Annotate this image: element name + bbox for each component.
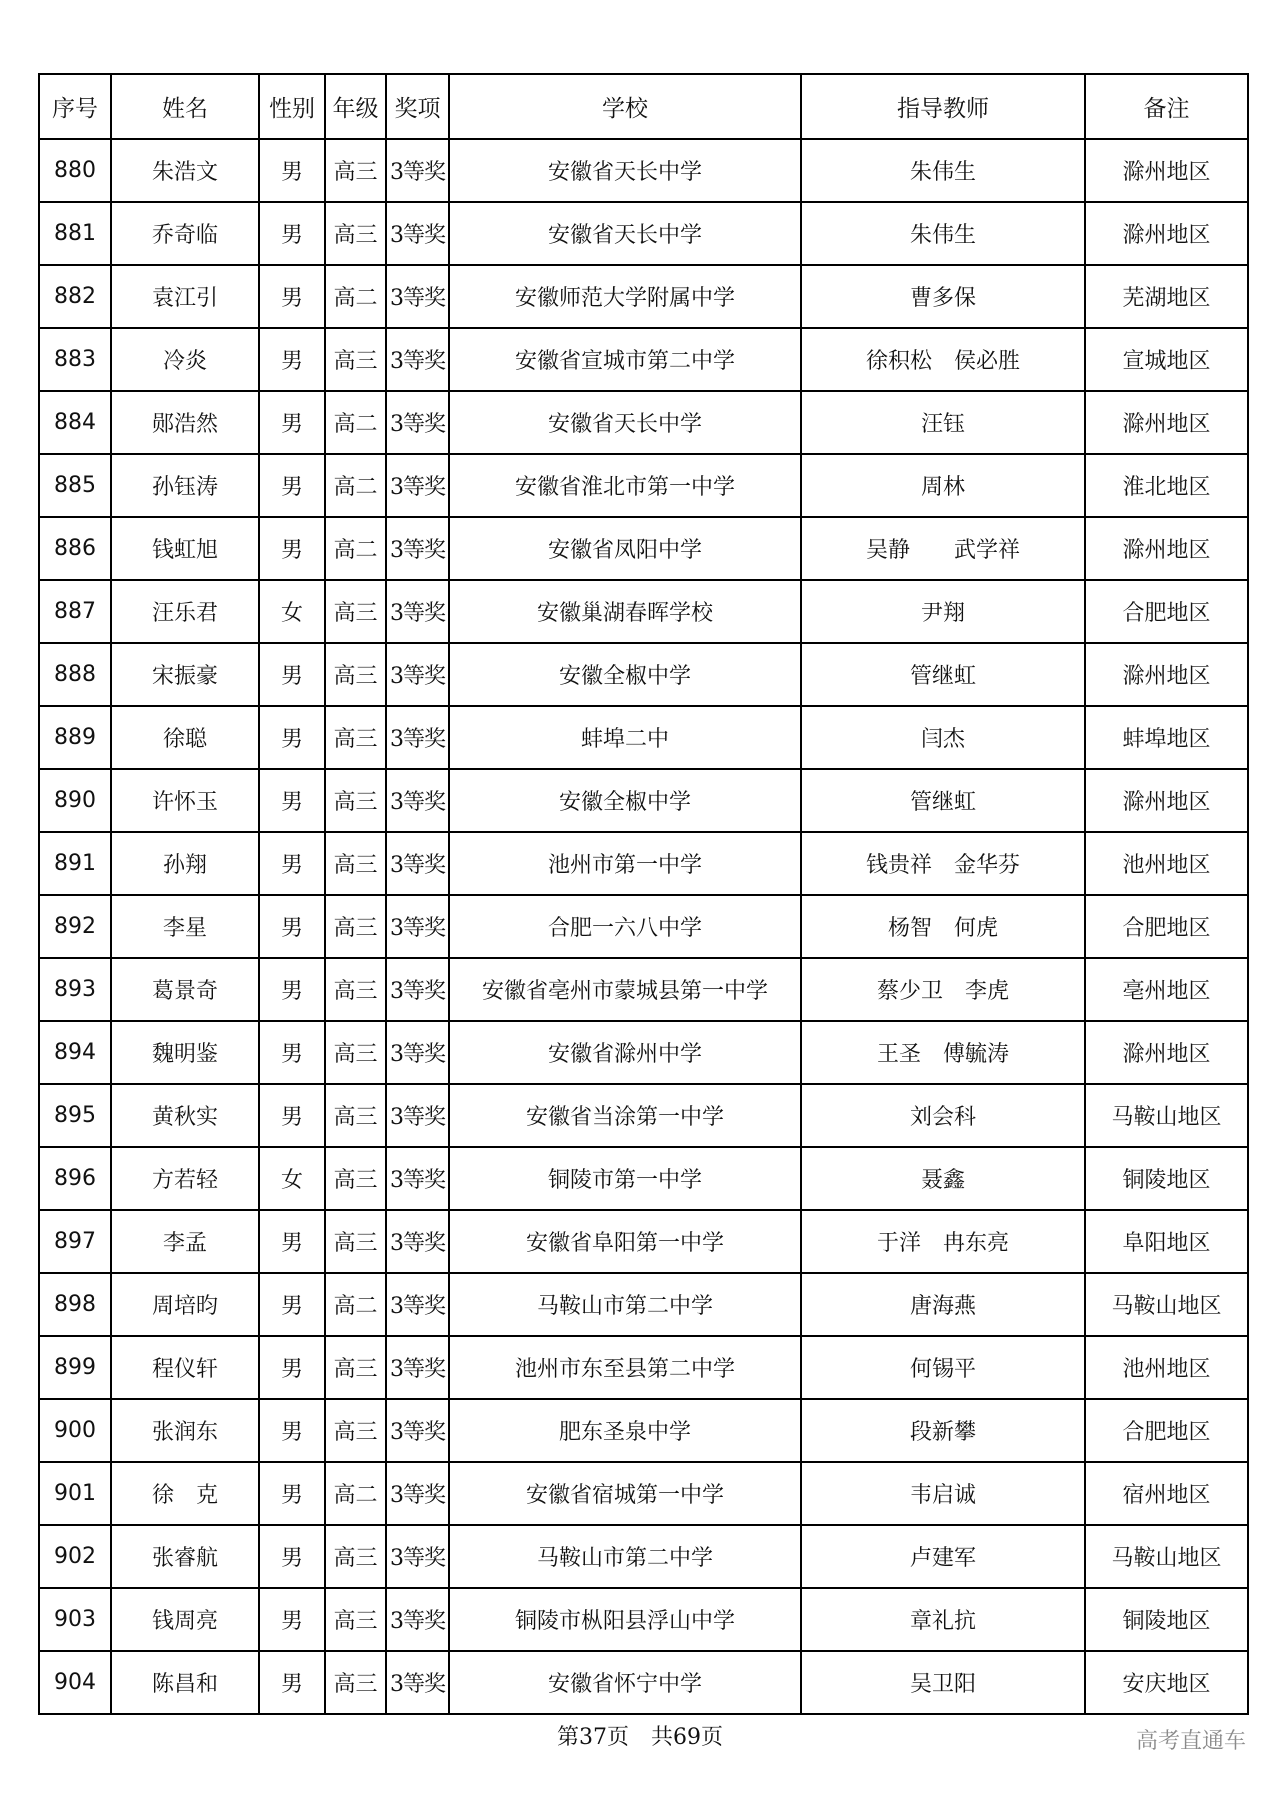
cell-serial-number: 895 [39,1084,111,1147]
cell-school: 安徽师范大学附属中学 [449,265,801,328]
cell-advisor: 朱伟生 [801,202,1085,265]
cell-advisor: 王圣 傅毓涛 [801,1021,1085,1084]
cell-award: 3等奖 [386,643,449,706]
cell-grade: 高三 [325,1210,386,1273]
cell-serial-number: 883 [39,328,111,391]
cell-award: 3等奖 [386,958,449,1021]
cell-serial-number: 888 [39,643,111,706]
table-row [39,1399,1248,1462]
cell-student-name: 孙翔 [111,832,259,895]
column-header-award: 奖项 [386,74,449,139]
cell-gender: 女 [259,580,325,643]
cell-award: 3等奖 [386,1588,449,1651]
cell-serial-number: 885 [39,454,111,517]
cell-region: 宿州地区 [1085,1462,1248,1525]
cell-grade: 高三 [325,1651,386,1714]
table-body [39,139,1248,1714]
cell-student-name: 宋振豪 [111,643,259,706]
cell-region: 芜湖地区 [1085,265,1248,328]
cell-gender: 男 [259,454,325,517]
cell-advisor: 杨智 何虎 [801,895,1085,958]
cell-advisor: 管继虹 [801,643,1085,706]
cell-grade: 高二 [325,265,386,328]
cell-advisor: 章礼抗 [801,1588,1085,1651]
cell-gender: 男 [259,139,325,202]
award-list-sheet [38,73,1247,1711]
cell-school: 安徽省怀宁中学 [449,1651,801,1714]
cell-gender: 男 [259,265,325,328]
cell-student-name: 孙钰涛 [111,454,259,517]
cell-region: 铜陵地区 [1085,1147,1248,1210]
cell-serial-number: 882 [39,265,111,328]
cell-region: 合肥地区 [1085,580,1248,643]
cell-region: 滁州地区 [1085,769,1248,832]
cell-advisor: 唐海燕 [801,1273,1085,1336]
cell-school: 合肥一六八中学 [449,895,801,958]
cell-advisor: 段新攀 [801,1399,1085,1462]
cell-serial-number: 881 [39,202,111,265]
cell-grade: 高三 [325,1147,386,1210]
cell-gender: 男 [259,1525,325,1588]
cell-school: 安徽省滁州中学 [449,1021,801,1084]
cell-award: 3等奖 [386,1399,449,1462]
cell-advisor: 聂鑫 [801,1147,1085,1210]
table-row [39,1651,1248,1714]
cell-award: 3等奖 [386,1651,449,1714]
table-row [39,1021,1248,1084]
cell-gender: 女 [259,1147,325,1210]
cell-gender: 男 [259,1651,325,1714]
cell-award: 3等奖 [386,706,449,769]
cell-region: 滁州地区 [1085,139,1248,202]
cell-region: 马鞍山地区 [1085,1084,1248,1147]
cell-school: 安徽省当涂第一中学 [449,1084,801,1147]
cell-gender: 男 [259,1273,325,1336]
cell-student-name: 李孟 [111,1210,259,1273]
cell-grade: 高三 [325,1084,386,1147]
cell-serial-number: 904 [39,1651,111,1714]
cell-grade: 高三 [325,1021,386,1084]
cell-serial-number: 889 [39,706,111,769]
cell-region: 滁州地区 [1085,1021,1248,1084]
cell-student-name: 徐 克 [111,1462,259,1525]
column-header-student-name: 姓名 [111,74,259,139]
cell-advisor: 曹多保 [801,265,1085,328]
cell-region: 滁州地区 [1085,202,1248,265]
cell-school: 安徽省天长中学 [449,391,801,454]
cell-grade: 高三 [325,1399,386,1462]
cell-award: 3等奖 [386,832,449,895]
cell-gender: 男 [259,391,325,454]
cell-grade: 高三 [325,580,386,643]
cell-award: 3等奖 [386,895,449,958]
cell-serial-number: 890 [39,769,111,832]
cell-student-name: 周培昀 [111,1273,259,1336]
cell-region: 阜阳地区 [1085,1210,1248,1273]
cell-gender: 男 [259,895,325,958]
table-row [39,1084,1248,1147]
table-header-row [39,74,1248,139]
cell-serial-number: 899 [39,1336,111,1399]
cell-advisor: 刘会科 [801,1084,1085,1147]
cell-grade: 高三 [325,643,386,706]
cell-school: 安徽省天长中学 [449,139,801,202]
cell-gender: 男 [259,706,325,769]
cell-school: 安徽省天长中学 [449,202,801,265]
cell-advisor: 管继虹 [801,769,1085,832]
cell-school: 池州市东至县第二中学 [449,1336,801,1399]
table-row [39,517,1248,580]
cell-region: 池州地区 [1085,832,1248,895]
cell-school: 安徽省凤阳中学 [449,517,801,580]
cell-gender: 男 [259,1084,325,1147]
cell-school: 安徽全椒中学 [449,769,801,832]
column-header-region: 备注 [1085,74,1248,139]
table-row [39,1210,1248,1273]
cell-school: 肥东圣泉中学 [449,1399,801,1462]
table-row [39,1588,1248,1651]
cell-serial-number: 898 [39,1273,111,1336]
cell-grade: 高三 [325,328,386,391]
cell-gender: 男 [259,769,325,832]
cell-student-name: 李星 [111,895,259,958]
cell-gender: 男 [259,517,325,580]
cell-student-name: 张润东 [111,1399,259,1462]
column-header-school: 学校 [449,74,801,139]
table-row [39,1273,1248,1336]
cell-grade: 高三 [325,139,386,202]
cell-school: 铜陵市枞阳县浮山中学 [449,1588,801,1651]
cell-region: 铜陵地区 [1085,1588,1248,1651]
cell-award: 3等奖 [386,1462,449,1525]
cell-gender: 男 [259,643,325,706]
column-header-serial-number: 序号 [39,74,111,139]
table-row [39,1525,1248,1588]
table-row [39,1336,1248,1399]
cell-gender: 男 [259,1021,325,1084]
cell-grade: 高二 [325,391,386,454]
table-row [39,1462,1248,1525]
cell-serial-number: 894 [39,1021,111,1084]
table-row [39,958,1248,1021]
cell-school: 安徽省宿城第一中学 [449,1462,801,1525]
cell-serial-number: 902 [39,1525,111,1588]
cell-award: 3等奖 [386,1336,449,1399]
cell-award: 3等奖 [386,1084,449,1147]
cell-award: 3等奖 [386,1147,449,1210]
table-row [39,580,1248,643]
cell-award: 3等奖 [386,580,449,643]
cell-gender: 男 [259,1336,325,1399]
cell-student-name: 葛景奇 [111,958,259,1021]
cell-advisor: 朱伟生 [801,139,1085,202]
cell-school: 安徽省淮北市第一中学 [449,454,801,517]
table-row [39,328,1248,391]
cell-grade: 高三 [325,895,386,958]
cell-student-name: 徐聪 [111,706,259,769]
cell-advisor: 卢建军 [801,1525,1085,1588]
cell-region: 蚌埠地区 [1085,706,1248,769]
cell-award: 3等奖 [386,328,449,391]
cell-region: 安庆地区 [1085,1651,1248,1714]
cell-student-name: 黄秋实 [111,1084,259,1147]
cell-school: 安徽全椒中学 [449,643,801,706]
cell-serial-number: 897 [39,1210,111,1273]
cell-student-name: 陈昌和 [111,1651,259,1714]
cell-award: 3等奖 [386,769,449,832]
cell-grade: 高二 [325,454,386,517]
column-header-gender: 性别 [259,74,325,139]
cell-grade: 高三 [325,832,386,895]
cell-student-name: 许怀玉 [111,769,259,832]
cell-gender: 男 [259,1210,325,1273]
cell-award: 3等奖 [386,454,449,517]
cell-student-name: 汪乐君 [111,580,259,643]
cell-student-name: 程仪轩 [111,1336,259,1399]
cell-region: 马鞍山地区 [1085,1273,1248,1336]
cell-grade: 高二 [325,517,386,580]
column-header-advisor: 指导教师 [801,74,1085,139]
cell-region: 合肥地区 [1085,1399,1248,1462]
cell-student-name: 郧浩然 [111,391,259,454]
cell-serial-number: 900 [39,1399,111,1462]
cell-gender: 男 [259,202,325,265]
cell-student-name: 方若轻 [111,1147,259,1210]
cell-grade: 高三 [325,1588,386,1651]
cell-grade: 高三 [325,202,386,265]
watermark-text: 高考直通车 [1135,1729,1246,1754]
cell-gender: 男 [259,958,325,1021]
cell-serial-number: 880 [39,139,111,202]
cell-student-name: 钱周亮 [111,1588,259,1651]
cell-school: 安徽省亳州市蒙城县第一中学 [449,958,801,1021]
cell-serial-number: 884 [39,391,111,454]
cell-advisor: 徐积松 侯必胜 [801,328,1085,391]
cell-school: 马鞍山市第二中学 [449,1273,801,1336]
table-row [39,706,1248,769]
cell-advisor: 尹翔 [801,580,1085,643]
cell-advisor: 于洋 冉东亮 [801,1210,1085,1273]
table-row [39,832,1248,895]
cell-grade: 高三 [325,769,386,832]
cell-school: 蚌埠二中 [449,706,801,769]
table-row [39,202,1248,265]
cell-serial-number: 893 [39,958,111,1021]
table-row [39,1147,1248,1210]
cell-region: 亳州地区 [1085,958,1248,1021]
cell-award: 3等奖 [386,517,449,580]
cell-serial-number: 896 [39,1147,111,1210]
cell-award: 3等奖 [386,391,449,454]
cell-serial-number: 891 [39,832,111,895]
cell-grade: 高二 [325,1462,386,1525]
cell-school: 安徽巢湖春晖学校 [449,580,801,643]
cell-region: 滁州地区 [1085,391,1248,454]
cell-grade: 高三 [325,1525,386,1588]
cell-gender: 男 [259,832,325,895]
cell-serial-number: 887 [39,580,111,643]
table-row [39,769,1248,832]
cell-region: 滁州地区 [1085,643,1248,706]
table-row [39,265,1248,328]
cell-student-name: 乔奇临 [111,202,259,265]
cell-grade: 高二 [325,1273,386,1336]
cell-advisor: 蔡少卫 李虎 [801,958,1085,1021]
column-header-grade: 年级 [325,74,386,139]
cell-region: 滁州地区 [1085,517,1248,580]
cell-region: 淮北地区 [1085,454,1248,517]
cell-student-name: 魏明鉴 [111,1021,259,1084]
cell-advisor: 周林 [801,454,1085,517]
cell-award: 3等奖 [386,202,449,265]
cell-grade: 高三 [325,958,386,1021]
cell-gender: 男 [259,1399,325,1462]
cell-award: 3等奖 [386,265,449,328]
cell-region: 宣城地区 [1085,328,1248,391]
table-row [39,454,1248,517]
cell-gender: 男 [259,328,325,391]
cell-award: 3等奖 [386,139,449,202]
table-row [39,391,1248,454]
cell-school: 安徽省宣城市第二中学 [449,328,801,391]
cell-school: 马鞍山市第二中学 [449,1525,801,1588]
page-number: 第37页 共69页 [557,1725,723,1750]
cell-serial-number: 901 [39,1462,111,1525]
cell-student-name: 袁江引 [111,265,259,328]
cell-school: 池州市第一中学 [449,832,801,895]
cell-advisor: 汪钰 [801,391,1085,454]
cell-advisor: 韦启诚 [801,1462,1085,1525]
table-row [39,895,1248,958]
cell-region: 合肥地区 [1085,895,1248,958]
cell-student-name: 冷炎 [111,328,259,391]
cell-award: 3等奖 [386,1525,449,1588]
cell-student-name: 朱浩文 [111,139,259,202]
cell-school: 铜陵市第一中学 [449,1147,801,1210]
cell-advisor: 吴卫阳 [801,1651,1085,1714]
table-row [39,643,1248,706]
cell-award: 3等奖 [386,1210,449,1273]
cell-serial-number: 892 [39,895,111,958]
cell-award: 3等奖 [386,1273,449,1336]
cell-school: 安徽省阜阳第一中学 [449,1210,801,1273]
award-table [38,73,1249,1715]
cell-advisor: 何锡平 [801,1336,1085,1399]
cell-gender: 男 [259,1588,325,1651]
cell-serial-number: 886 [39,517,111,580]
cell-region: 马鞍山地区 [1085,1525,1248,1588]
cell-student-name: 钱虹旭 [111,517,259,580]
cell-advisor: 闫杰 [801,706,1085,769]
cell-grade: 高三 [325,706,386,769]
cell-advisor: 钱贵祥 金华芬 [801,832,1085,895]
cell-gender: 男 [259,1462,325,1525]
cell-region: 池州地区 [1085,1336,1248,1399]
cell-award: 3等奖 [386,1021,449,1084]
cell-serial-number: 903 [39,1588,111,1651]
cell-grade: 高三 [325,1336,386,1399]
cell-student-name: 张睿航 [111,1525,259,1588]
cell-advisor: 吴静 武学祥 [801,517,1085,580]
table-row [39,139,1248,202]
